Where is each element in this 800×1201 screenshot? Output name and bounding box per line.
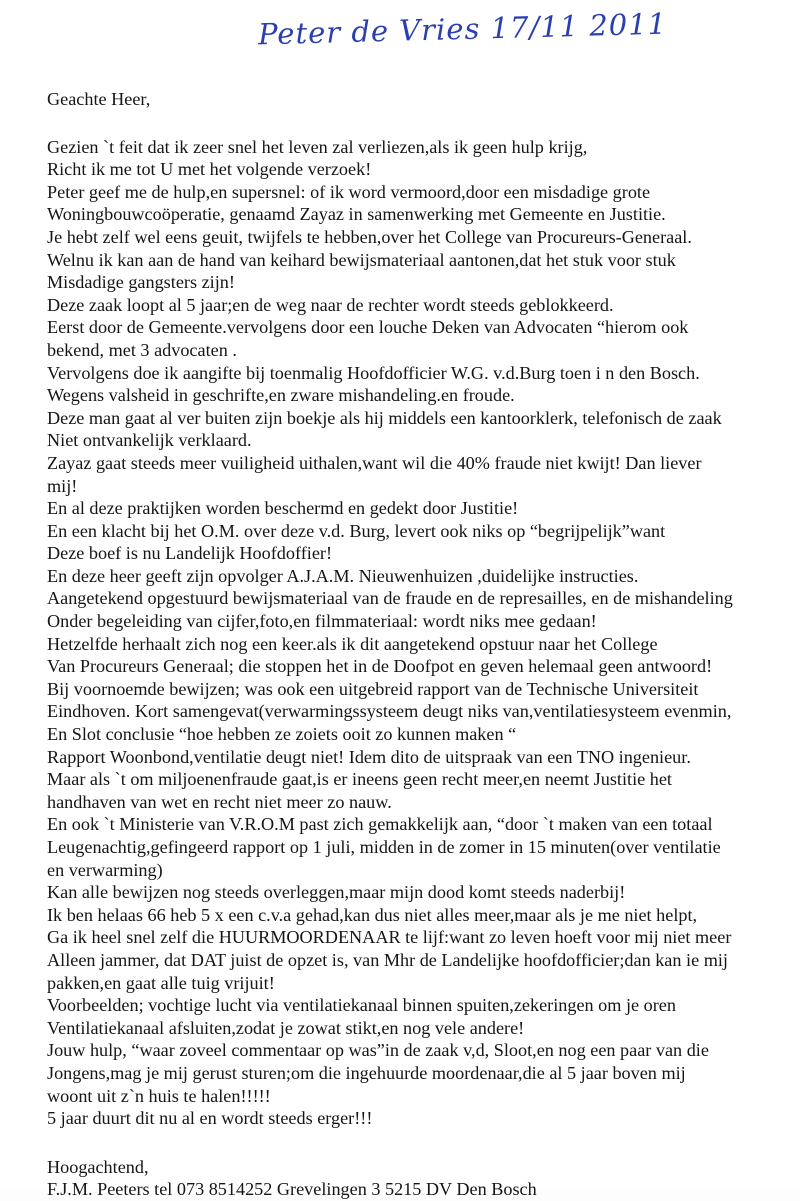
- letter-line: Onder begeleiding van cijfer,foto,en filmmateriaal: wordt niks mee gedaan!: [47, 611, 597, 632]
- letter-line: Hetzelfde herhaalt zich nog een keer.als ik dit aangetekend opstuur naar het College: [47, 633, 658, 654]
- letter-line: Eindhoven. Kort samengevat(verwarmingssysteem deugt niks van,ventilatiesysteem evenmin,: [47, 701, 732, 722]
- letter-line: Wegens valsheid in geschrifte,en zware mishandeling.en froude.: [47, 385, 515, 406]
- letter-line: woont uit z`n huis te halen!!!!!: [47, 1085, 271, 1106]
- letter-line: En ook `t Ministerie van V.R.O.M past zich gemakkelijk aan, “door `t maken van een totaal: [47, 814, 713, 835]
- letter-line: Welnu ik kan aan de hand van keihard bewijsmateriaal aantonen,dat het stuk voor stuk: [47, 249, 676, 270]
- letter-line: Deze man gaat al ver buiten zijn boekje als hij middels een kantoorklerk, telefonisch de zaak: [47, 407, 722, 428]
- letter-line: Je hebt zelf wel eens geuit, twijfels te hebben,over het College van Procureurs-Generaal.: [47, 226, 692, 247]
- letter-line: Voorbeelden; vochtige lucht via ventilatiekanaal binnen spuiten,zekeringen om je oren: [47, 995, 676, 1016]
- letter-line: Rapport Woonbond,ventilatie deugt niet! Idem dito de uitspraak van een TNO ingenieur.: [47, 746, 691, 767]
- letter-line: Ik ben helaas 66 heb 5 x een c.v.a gehad,kan dus niet alles meer,maar als je me niet helpt,: [47, 904, 698, 925]
- letter-line: Van Procureurs Generaal; die stoppen het in de Doofpot en geven helemaal geen antwoord!: [47, 656, 713, 677]
- letter-line: Aangetekend opgestuurd bewijsmateriaal van de fraude en de represailles, en de mishandeling: [47, 588, 733, 609]
- letter-line: Woningbouwcoöperatie, genaamd Zayaz in samenwerking met Gemeente en Justitie.: [47, 204, 666, 225]
- letter-paragraph: [47, 136, 777, 1130]
- letter-line: Ventilatiekanaal afsluiten,zodat je zowat stikt,en nog vele andere!: [47, 1017, 525, 1038]
- letter-body: [47, 88, 777, 1201]
- letter-line: En deze heer geeft zijn opvolger A.J.A.M. Nieuwenhuizen ,duidelijke instructies.: [47, 565, 639, 586]
- letter-line: handhaven van wet en recht niet meer zo nauw.: [47, 791, 392, 812]
- letter-line: Leugenachtig,gefingeerd rapport op 1 juli, midden in de zomer in 15 minuten(over ventilatie: [47, 837, 721, 857]
- letter-line: En Slot conclusie “hoe hebben ze zoiets ooit zo kunnen maken “: [47, 724, 517, 745]
- letter-line: Kan alle bewijzen nog steeds overleggen,maar mijn dood komt steeds naderbij!: [47, 882, 626, 903]
- letter-line: Niet ontvankelijk verklaard.: [47, 430, 252, 451]
- letter-line: Jouw hulp, “waar zoveel commentaar op was”in de zaak v,d, Sloot,en nog een paar van die: [47, 1040, 709, 1061]
- letter-line: Richt ik me tot U met het volgende verzoek!: [47, 159, 372, 180]
- letter-line: Zayaz gaat steeds meer vuiligheid uithalen,want wil die 40% fraude niet kwijt! Dan liever: [47, 452, 702, 473]
- letter-line: Bij voornoemde bewijzen; was ook een uitgebreid rapport van de Technische Universiteit: [47, 678, 699, 699]
- letter-line: bekend, met 3 advocaten .: [47, 339, 237, 360]
- letter-line: 5 jaar duurt dit nu al en wordt steeds erger!!!: [47, 1108, 373, 1129]
- letter-line: Deze boef is nu Landelijk Hoofdoffier!: [47, 543, 333, 564]
- letter-line: Deze zaak loopt al 5 jaar;en de weg naar de rechter wordt steeds geblokkeerd.: [47, 294, 614, 315]
- letter-line: Gezien `t feit dat ik zeer snel het leven zal verliezen,als ik geen hulp krijg,: [47, 136, 588, 157]
- letter-line: Eerst door de Gemeente.vervolgens door een louche Deken van Advocaten “hierom ook: [47, 317, 689, 338]
- letter-line: Ga ik heel snel zelf die HUURMOORDENAAR te lijf:want zo leven hoeft voor mij niet meer: [47, 927, 732, 948]
- letter-line: en verwarming): [47, 859, 163, 880]
- letter-line: Alleen jammer, dat DAT juist de opzet is, van Mhr de Landelijke hoofdofficier;dan kan ie mij: [47, 949, 728, 970]
- letter-line: Vervolgens doe ik aangifte bij toenmalig Hoofdofficier W.G. v.d.Burg toen i n den Bosch.: [47, 362, 700, 383]
- letter-line: Maar als `t om miljoenenfraude gaat,is er ineens geen recht meer,en neemt Justitie het: [47, 769, 672, 790]
- closing: Hoogachtend,: [47, 1156, 149, 1177]
- letter-line: En al deze praktijken worden beschermd en gedekt door Justitie!: [47, 498, 519, 519]
- sender-signature-line: F.J.M. Peeters tel 073 8514252 Grevelingen 3 5215 DV Den Bosch: [47, 1179, 537, 1200]
- letter-line: Peter geef me de hulp,en supersnel: of ik word vermoord,door een misdadige grote: [47, 181, 651, 202]
- letter-line: Jongens,mag je mij gerust sturen;om die ingehuurde moordenaar,die al 5 jaar boven mij: [47, 1062, 686, 1083]
- letter-line: En een klacht bij het O.M. over deze v.d. Burg, levert ook niks op “begrijpelijk”want: [47, 520, 666, 541]
- letter-line: mij!: [47, 475, 78, 496]
- salutation: Geachte Heer,: [47, 89, 151, 109]
- handwritten-annotation: Peter de Vries 17/11 2011: [257, 6, 668, 52]
- letter-line: pakken,en gaat alle tuig vrijuit!: [47, 972, 275, 993]
- letter-line: Misdadige gangsters zijn!: [47, 272, 235, 293]
